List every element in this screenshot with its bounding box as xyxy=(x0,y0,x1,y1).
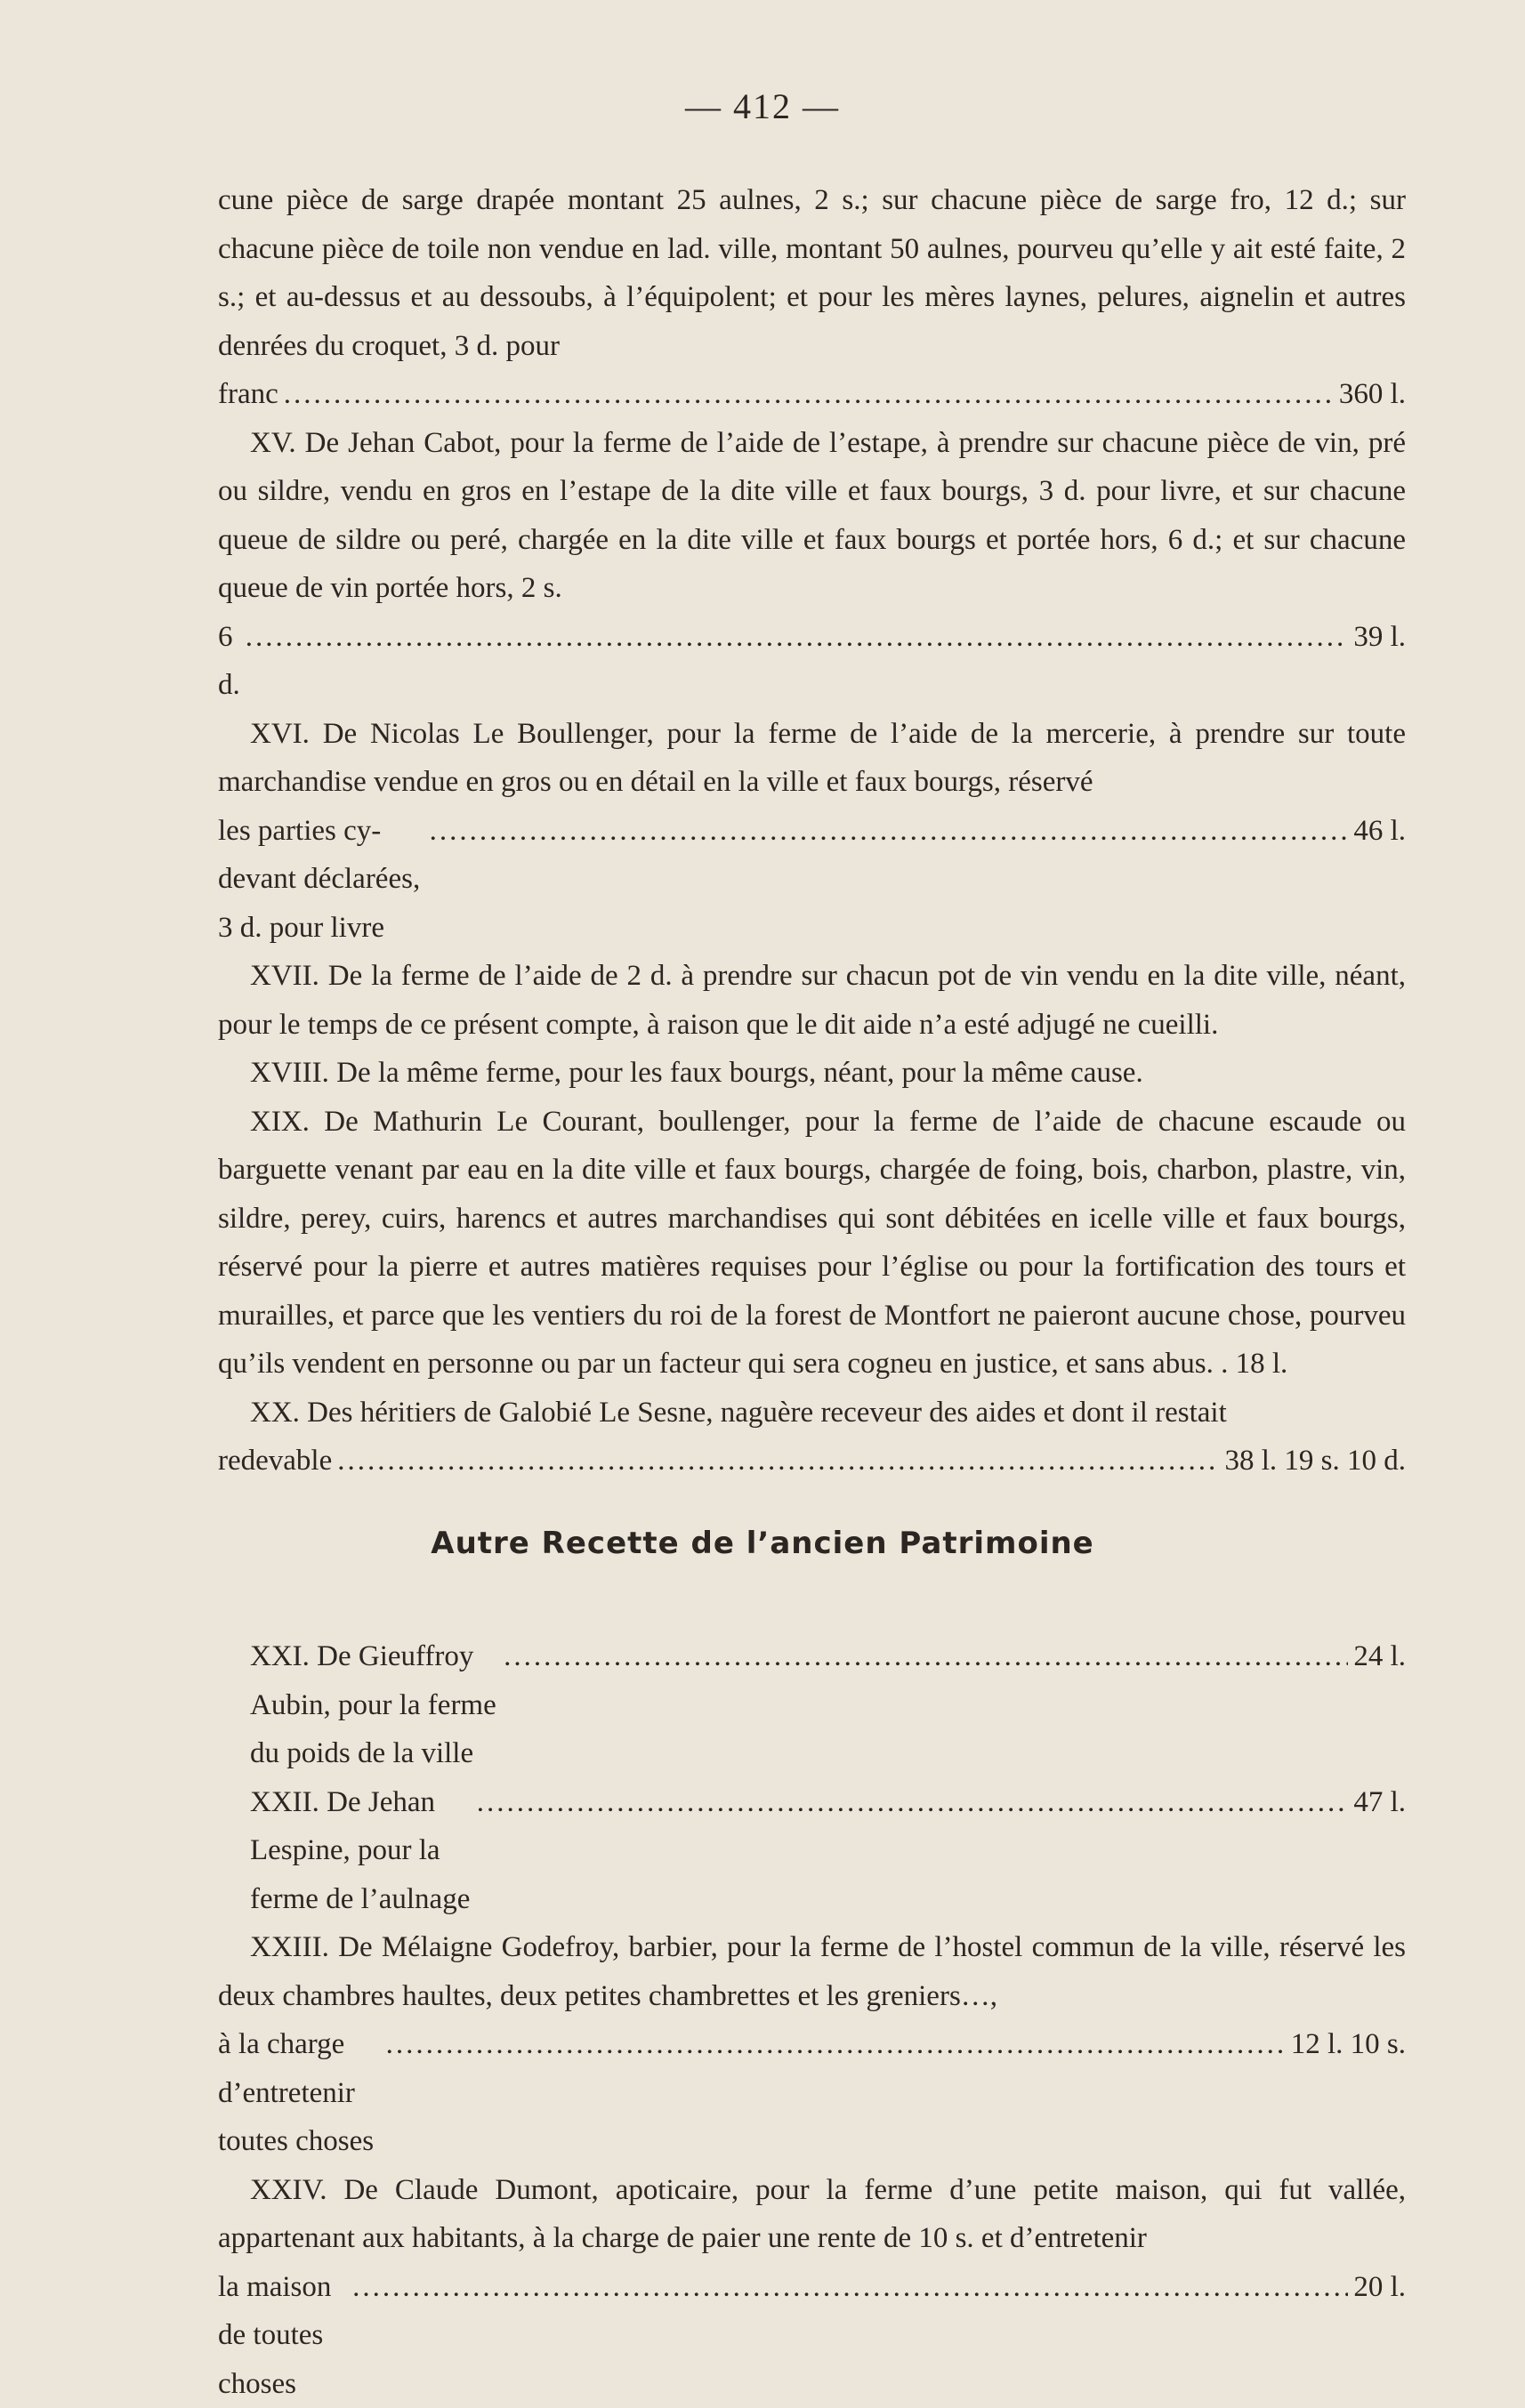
entry-amount: 20 l. xyxy=(1353,2263,1406,2312)
entry-closing-line xyxy=(218,2263,1406,2408)
entry-text: XVI. De Nicolas Le Boullenger, pour la ferme de l’aide de la mercerie, à prendre sur toute marchandise vendue en gros ou en détail en la ville et faux bourgs, réservé xyxy=(218,710,1406,807)
dot-leader xyxy=(337,1437,1219,1486)
dot-leader xyxy=(246,613,1349,662)
dot-leader xyxy=(477,1778,1349,1827)
entry-text: cune pièce de sarge drapée montant 25 aulnes, 2 s.; sur chacune pièce de sarge fro, 12 d.; sur chacune pièce de toile non vendue en lad. ville, montant 50 aulnes, pourveu qu’elle y ait esté faite, 2 s.; et au-dessus et au dessoubs, à l’équipolent; et pour les mères laynes, pelures, aignelin et autres denrées du croquet, 3 d. pour xyxy=(218,176,1406,370)
section-heading: Autre Recette de l’ancien Patrimoine xyxy=(0,1526,1525,1561)
entry-closing-text: XXII. De Jehan Lespine, pour la ferme de l’aulnage xyxy=(250,1778,472,1924)
entry-amount: 360 l. xyxy=(1339,370,1406,419)
dot-leader xyxy=(504,1632,1348,1681)
list-item xyxy=(218,1098,1406,1389)
entry-closing-line xyxy=(218,370,1406,419)
entry-closing-text: XXI. De Gieuffroy Aubin, pour la ferme du poids de la ville xyxy=(250,1632,498,1778)
dot-leader xyxy=(352,2263,1348,2312)
entry-text: XXIV. De Claude Dumont, apoticaire, pour la ferme d’une petite maison, qui fut vallée, appartenant aux habitants, à la charge de paier une rente de 10 s. et d’entretenir xyxy=(218,2166,1406,2263)
entry-text: XX. Des héritiers de Galobié Le Sesne, naguère receveur des aides et dont il restait xyxy=(218,1389,1406,1438)
list-item xyxy=(218,952,1406,1049)
list-item xyxy=(218,1632,1406,1778)
list-item xyxy=(218,1389,1406,1486)
entry-text: XV. De Jehan Cabot, pour la ferme de l’aide de l’estape, à prendre sur chacune pièce de vin, pré ou sildre, vendu en gros en l’estape de la dite ville et faux bourgs, 3 d. pour livre, et sur chacune queue de sildre ou peré, chargée en la dite ville et faux bourgs et portée hors, 6 d.; et sur chacune queue de vin portée hors, 2 s. xyxy=(218,419,1406,613)
dot-leader xyxy=(386,2020,1286,2069)
list-item xyxy=(218,176,1406,419)
list-item xyxy=(218,1923,1406,2166)
entry-text: XVIII. De la même ferme, pour les faux bourgs, néant, pour la même cause. xyxy=(218,1049,1406,1098)
entry-text: XIX. De Mathurin Le Courant, boullenger, pour la ferme de l’aide de chacune escaude ou barguette venant par eau en la dite ville et faux bourgs, chargée de foing, bois, charbon, plastre, vin, sildre, perey, cuirs, harencs et autres marchandises qui sont débitées en icelle ville et faux bourgs, réservé pour la pierre et autres matières requises pour l’église ou pour la fortification des tours et murailles, et parce que les ventiers du roi de la forest de Montfort ne paieront aucune chose, pourveu qu’ils vendent en personne ou par un facteur qui sera cogneu en justice, et sans abus. . 18 l. xyxy=(218,1098,1406,1389)
entry-closing-text: la maison de toutes choses xyxy=(218,2263,347,2408)
entry-closing-text: 6 d. xyxy=(218,613,240,710)
entry-amount: 47 l. xyxy=(1353,1778,1406,1827)
entry-closing-line xyxy=(218,807,1406,953)
entry-closing-line xyxy=(218,2020,1406,2166)
entry-closing-line xyxy=(218,1437,1406,1486)
entry-closing-line xyxy=(218,613,1406,710)
entry-amount: 12 l. 10 s. xyxy=(1291,2020,1406,2069)
list-item xyxy=(218,419,1406,710)
entry-closing-text: à la charge d’entretenir toutes choses xyxy=(218,2020,381,2166)
entry-amount: 24 l. xyxy=(1353,1632,1406,1681)
entry-text: XXIII. De Mélaigne Godefroy, barbier, pour la ferme de l’hostel commun de la ville, réservé les deux chambres haultes, deux petites chambrettes et les greniers…, xyxy=(218,1923,1406,2020)
list-item xyxy=(218,1049,1406,1098)
entry-closing-text: franc xyxy=(218,370,278,419)
entry-closing-line xyxy=(218,1778,1406,1924)
receipts-list-patrimoine xyxy=(218,1632,1406,2408)
entry-closing-text: les parties cy-devant déclarées, 3 d. pour livre xyxy=(218,807,424,953)
list-item xyxy=(218,1778,1406,1924)
list-item xyxy=(218,2166,1406,2408)
entry-text: XVII. De la ferme de l’aide de 2 d. à prendre sur chacun pot de vin vendu en la dite ville, néant, pour le temps de ce présent compte, à raison que le dit aide n’a esté adjugé ne cueilli. xyxy=(218,952,1406,1049)
receipts-list-aides xyxy=(218,176,1406,1486)
entry-closing-text: redevable xyxy=(218,1437,332,1486)
page-number: — 412 — xyxy=(0,85,1525,127)
entry-amount: 46 l. xyxy=(1353,807,1406,856)
entry-closing-line xyxy=(218,1632,1406,1778)
dot-leader xyxy=(430,807,1349,856)
list-item xyxy=(218,710,1406,953)
entry-amount: 38 l. 19 s. 10 d. xyxy=(1224,1437,1406,1486)
entry-amount: 39 l. xyxy=(1353,613,1406,662)
dot-leader xyxy=(284,370,1334,419)
